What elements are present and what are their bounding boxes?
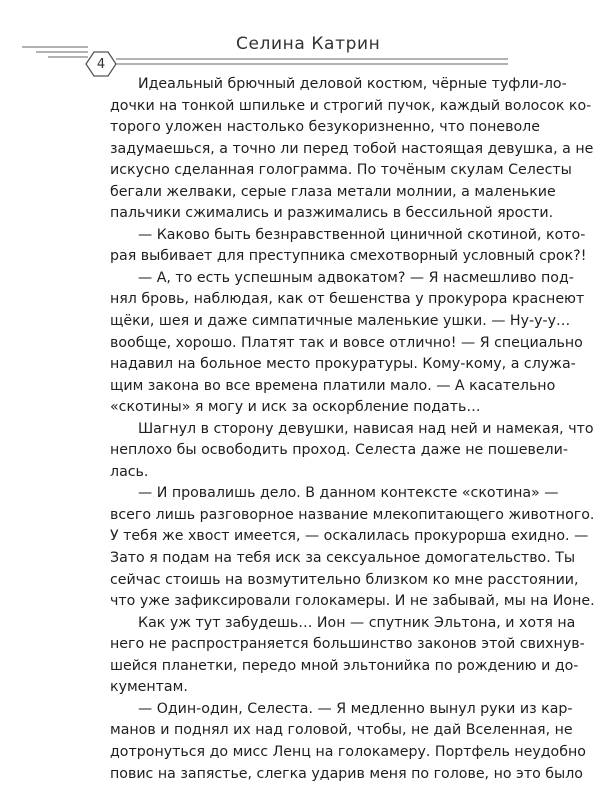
- text-line: него не распространяется большинство законов этой свихнув-: [110, 634, 510, 656]
- paragraph: [110, 74, 510, 225]
- text-line: — Один-один, Селеста. — Я медленно вынул руки из кар-: [110, 699, 510, 721]
- text-line: торого уложен настолько безукоризненно, что поневоле: [110, 117, 510, 139]
- text-line: надавил на больное место прокуратуры. Кому-кому, а служа-: [110, 354, 510, 376]
- text-line: У тебя же хвост имеется, — оскалилась прокурорша ехидно. —: [110, 526, 510, 548]
- text-line: вообще, хорошо. Платят так и вовсе отлично! — Я специально: [110, 333, 510, 355]
- text-line: лась.: [110, 462, 510, 484]
- text-line: неплохо бы освободить проход. Селеста даже не пошевели-: [110, 440, 510, 462]
- text-line: искусно сделанная голограмма. По точёным скулам Селесты: [110, 160, 510, 182]
- text-line: пальчики сжимались и разжимались в бессильной ярости.: [110, 203, 510, 225]
- text-line: щёки, шея и даже симпатичные маленькие ушки. — Ну-у-у…: [110, 311, 510, 333]
- paragraph: [110, 268, 510, 419]
- text-line: шейся планетки, передо мной эльтонийка по рождению и до-: [110, 656, 510, 678]
- text-line: рая выбивает для преступника смехотворный условный срок?!: [110, 246, 510, 268]
- text-line: — А, то есть успешным адвокатом? — Я насмешливо под-: [110, 268, 510, 290]
- text-line: бегали желваки, серые глаза метали молнии, а маленькие: [110, 182, 510, 204]
- text-line: щим закона во все времена платили мало. — А касательно: [110, 376, 510, 398]
- text-line: Шагнул в сторону девушки, нависая над ней и намекая, что: [110, 419, 510, 441]
- body-text: [110, 74, 510, 785]
- paragraph: [110, 613, 510, 699]
- text-line: дочки на тонкой шпильке и строгий пучок, каждый волосок ко-: [110, 96, 510, 118]
- text-line: — И провалишь дело. В данном контексте «скотина» —: [110, 483, 510, 505]
- text-line: дотронуться до мисс Ленц на голокамеру. Портфель неудобно: [110, 742, 510, 764]
- text-line: что уже зафиксировали голокамеры. И не забывай, мы на Ионе.: [110, 591, 510, 613]
- text-line: манов и поднял их над головой, чтобы, не дай Вселенная, не: [110, 720, 510, 742]
- text-line: «скотины» я могу и иск за оскорбление подать…: [110, 397, 510, 419]
- text-line: Как уж тут забудешь… Ион — спутник Эльтона, и хотя на: [110, 613, 510, 635]
- text-line: повис на запястье, слегка ударив меня по голове, но это было: [110, 764, 510, 785]
- running-head: Селина Катрин: [236, 34, 380, 54]
- text-line: задумаешься, а точно ли перед тобой настоящая девушка, а не: [110, 139, 510, 161]
- paragraph: [110, 225, 510, 268]
- text-line: Зато я подам на тебя иск за сексуальное домогательство. Ты: [110, 548, 510, 570]
- paragraph: [110, 483, 510, 612]
- text-line: кументам.: [110, 677, 510, 699]
- page-number: 4: [86, 57, 116, 72]
- text-line: нял бровь, наблюдая, как от бешенства у прокурора краснеют: [110, 289, 510, 311]
- text-line: Идеальный брючный деловой костюм, чёрные туфли-ло-: [110, 74, 510, 96]
- paragraph: [110, 699, 510, 785]
- paragraph: [110, 419, 510, 484]
- text-line: всего лишь разговорное название млекопитающего животного.: [110, 505, 510, 527]
- text-line: — Каково быть безнравственной циничной скотиной, кото-: [110, 225, 510, 247]
- text-line: сейчас стоишь на возмутительно близком ко мне расстоянии,: [110, 570, 510, 592]
